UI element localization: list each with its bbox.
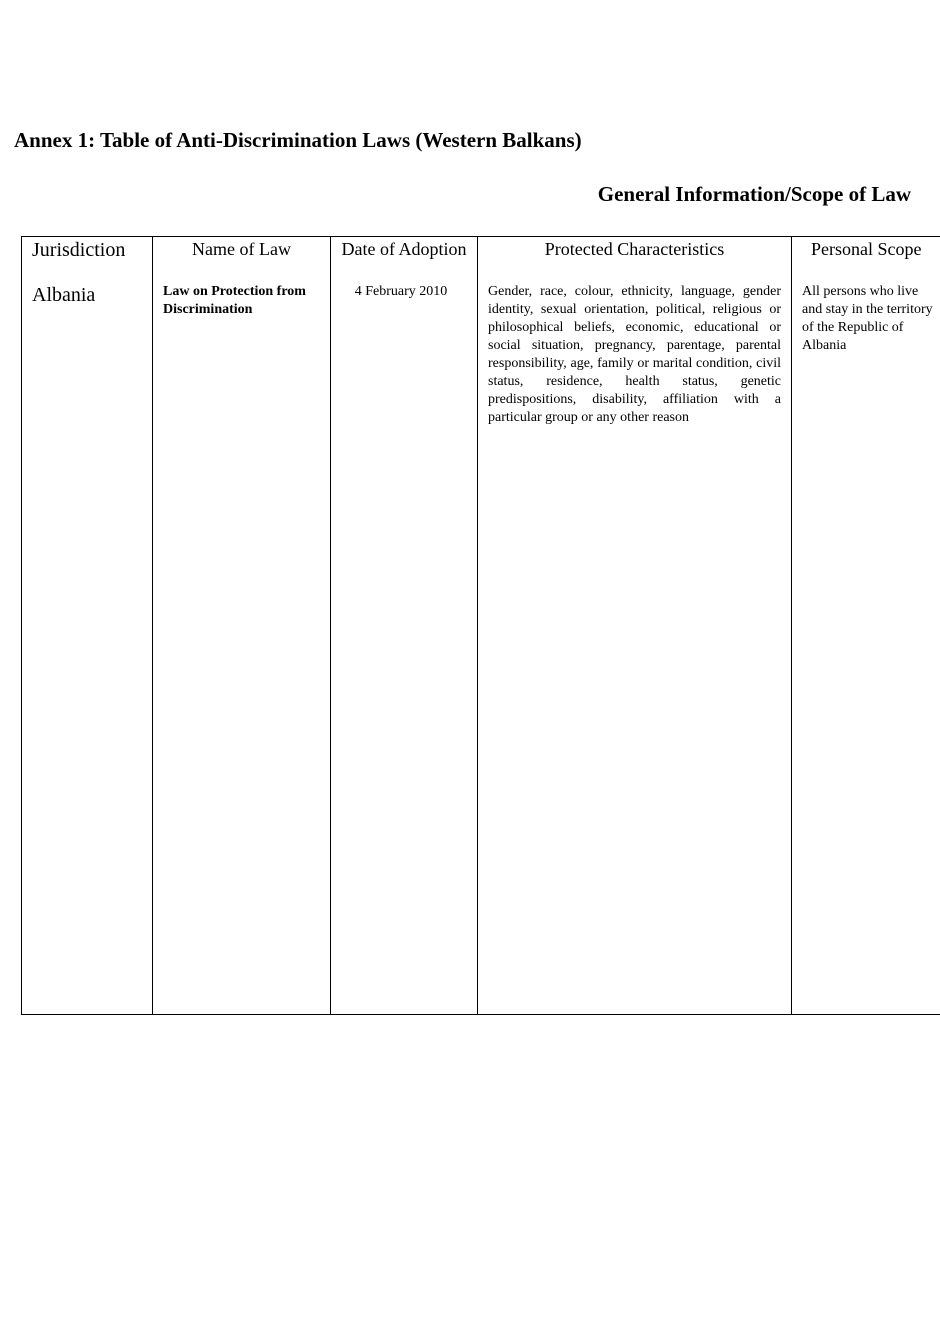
header-date-of-adoption: Date of Adoption [331, 237, 478, 284]
table-row [22, 283, 940, 1015]
cell-name-of-law: Law on Protection from Discrimination [153, 283, 331, 1015]
table-header-row [22, 237, 940, 284]
cell-personal-scope: All persons who live and stay in the territory of the Republic of Albania [802, 284, 933, 353]
header-name-of-law: Name of Law [153, 237, 331, 284]
header-personal-scope: Personal Scope [811, 239, 922, 259]
annex-title: Annex 1: Table of Anti-Discrimination Laws (Western Balkans) [14, 128, 582, 152]
header-jurisdiction: Jurisdiction [22, 237, 153, 284]
header-protected-characteristics: Protected Characteristics [478, 237, 792, 284]
cell-jurisdiction: Albania [22, 283, 153, 1015]
section-title: General Information/Scope of Law [597, 182, 911, 206]
cell-date-of-adoption: 4 February 2010 [331, 283, 478, 1015]
anti-discrimination-laws-table [21, 236, 940, 1015]
cell-protected-characteristics: Gender, race, colour, ethnicity, language, gender identity, sexual orientation, political, religious or philosophical beliefs, economic, educational or social situation, pregnancy, parentage, parental responsibility, age, family or marital condition, civil status, residence, health status, genetic predispositions, disability, affiliation with a particular group or any other reason [478, 283, 792, 1015]
